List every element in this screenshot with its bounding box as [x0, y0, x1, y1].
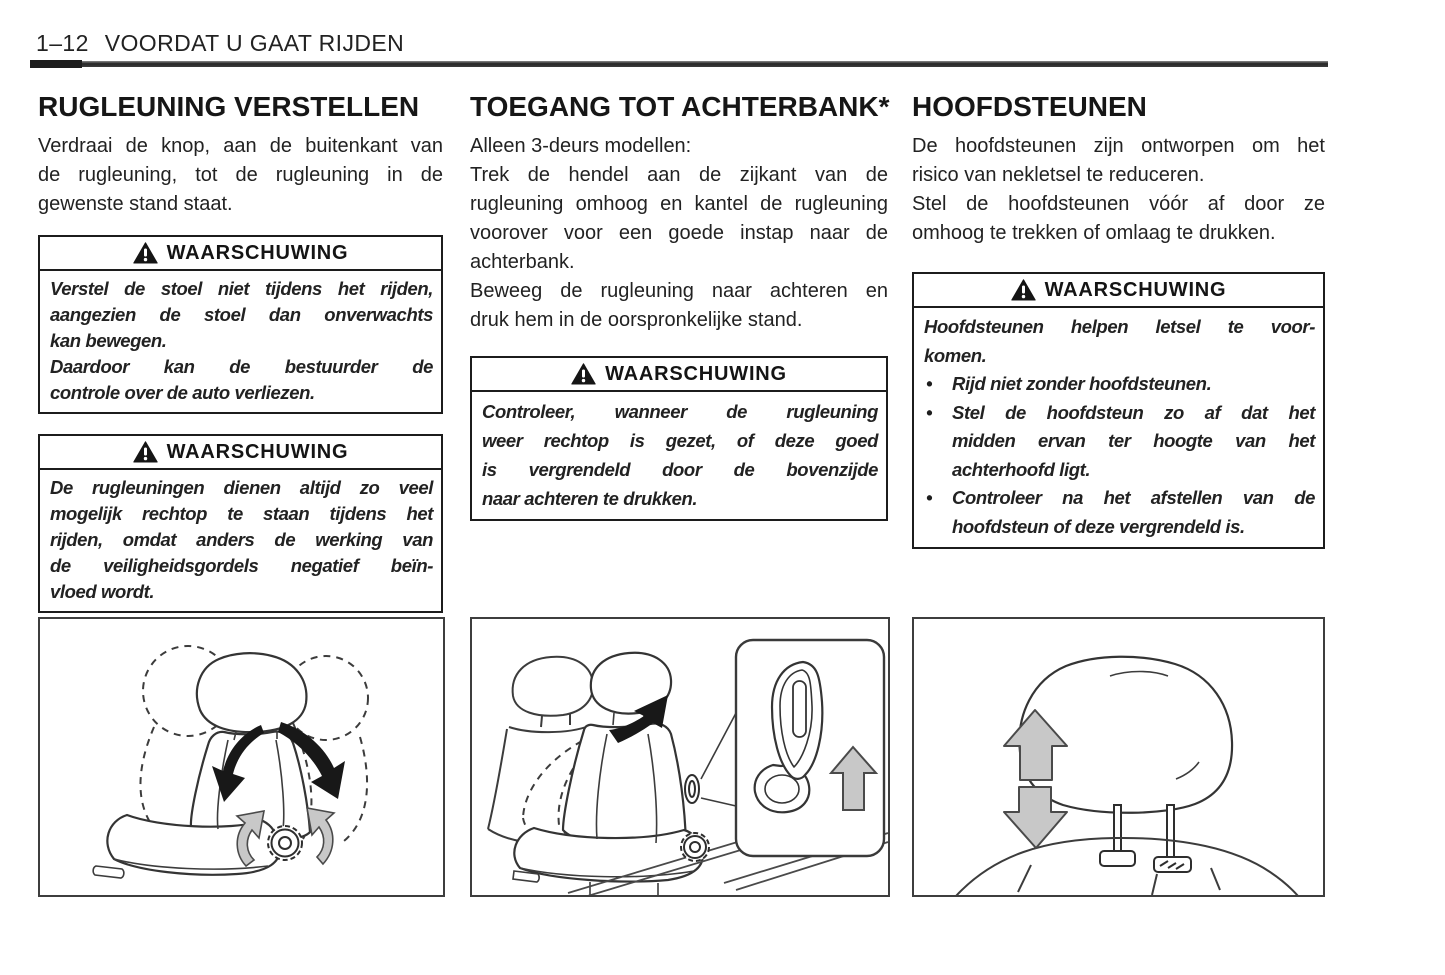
intro-paragraph — [470, 132, 888, 335]
chapter-title: VOORDAT U GAAT RIJDEN — [104, 30, 405, 56]
callout-leader-lines — [701, 713, 736, 806]
paragraph-line: De hoofdsteunen zijn ontworpen om het — [912, 135, 1325, 157]
warning-label: WAARSCHUWING — [166, 241, 349, 264]
warning-line: Hoofdsteunen helpen letsel te voor- — [924, 316, 1315, 337]
page-number: 1–12 — [36, 30, 89, 56]
warning-bullet-item — [924, 484, 1315, 541]
paragraph-line: Verdraai de knop, aan de buitenkant van — [38, 135, 443, 157]
warning-box-backrest-upright — [38, 434, 443, 613]
warning-triangle-icon — [133, 441, 158, 463]
warning-line: vloed wordt. — [50, 581, 155, 602]
warning-line: De rugleuningen dienen altijd zo veel — [50, 477, 433, 498]
section-hoofdsteunen — [912, 90, 1325, 549]
paragraph-line: gewenste stand staat. — [38, 193, 233, 215]
warning-triangle-icon — [571, 363, 596, 385]
section-rugleuning-verstellen — [38, 90, 443, 613]
paragraph-line: de rugleuning, tot de rugleuning in de — [38, 164, 443, 186]
paragraph-line: Trek de hendel aan de zijkant van de — [470, 164, 888, 186]
warning-bullet-item — [924, 370, 1315, 399]
intro-paragraph — [912, 132, 1325, 248]
warning-text — [914, 308, 1323, 547]
rear-seat-access-figure — [470, 617, 890, 897]
section-title: TOEGANG TOT ACHTERBANK* — [470, 91, 890, 122]
recline-knob — [268, 826, 302, 860]
warning-line: is vergrendeld door de bovenzijde — [482, 459, 878, 480]
warning-line: Verstel de stoel niet tijdens het rijden, — [50, 278, 433, 299]
warning-box-title — [472, 358, 886, 392]
warning-line: mogelijk rechtop te staan tijdens het — [50, 503, 433, 524]
warning-line: weer rechtop is gezet, of deze goed — [482, 430, 878, 451]
headrest-adjust-figure — [912, 617, 1325, 897]
header-rule — [30, 61, 1328, 67]
warning-line: Stel de hoofdsteun zo af dat het — [952, 401, 1315, 423]
paragraph-line: druk hem in de oorspronkelijke stand. — [470, 309, 803, 331]
paragraph-line: rugleuning omhoog en kantel de rugleuning — [470, 193, 888, 215]
warning-text — [40, 271, 441, 412]
warning-line: rijden, omdat anders de werking van — [50, 529, 433, 550]
paragraph-line: Stel de hoofdsteunen vóór af door ze — [912, 193, 1325, 215]
bullet-marker: • — [926, 487, 933, 508]
bullet-marker: • — [926, 401, 933, 423]
warning-line: midden ervan ter hoogte van het — [952, 430, 1315, 451]
warning-line: controle over de auto verliezen. — [50, 382, 315, 403]
release-lever-slot — [685, 775, 699, 803]
warning-line: hoofdsteun of deze vergrendeld is. — [952, 515, 1245, 537]
warning-line: Controleer na het afstellen van de — [952, 487, 1315, 508]
paragraph-line: voorover voor een goede instap naar de — [470, 222, 888, 244]
page-header — [36, 30, 404, 57]
warning-label: WAARSCHUWING — [166, 440, 349, 463]
paragraph-line: risico van nekletsel te reduceren. — [912, 164, 1205, 186]
section-title: RUGLEUNING VERSTELLEN — [38, 91, 420, 122]
paragraph-line: Beweeg de rugleuning naar achteren en — [470, 280, 888, 302]
section-title: HOOFDSTEUNEN — [912, 91, 1147, 122]
recline-knob — [681, 833, 709, 861]
warning-line: kan bewegen. — [50, 330, 167, 351]
warning-box-title — [40, 436, 441, 470]
warning-label: WAARSCHUWING — [605, 362, 787, 385]
warning-line: naar achteren te drukken. — [482, 488, 698, 509]
warning-box-title — [914, 274, 1323, 308]
warning-line: Daardoor kan de bestuurder de — [50, 356, 433, 377]
warning-box-backrest-lock — [470, 356, 888, 521]
warning-line: aangezien de stoel dan onverwachts — [50, 304, 433, 325]
warning-line: Controleer, wanneer de rugleuning — [482, 401, 878, 422]
warning-box-seat-adjust — [38, 235, 443, 414]
section-toegang-achterbank — [470, 90, 888, 521]
warning-box-headrests — [912, 272, 1325, 549]
paragraph-line: Alleen 3-deurs modellen: — [470, 135, 692, 157]
warning-line: achterhoofd ligt. — [952, 458, 1091, 480]
warning-bullet-item — [924, 399, 1315, 485]
warning-line: komen. — [924, 344, 987, 366]
header-rule-cap — [30, 60, 82, 68]
headrest-illustration — [914, 619, 1323, 895]
warning-line: Rijd niet zonder hoofdsteunen. — [952, 373, 1212, 394]
warning-label: WAARSCHUWING — [1044, 278, 1227, 301]
warning-text — [472, 392, 886, 519]
warning-text — [40, 470, 441, 611]
bullet-marker: • — [926, 373, 933, 394]
warning-triangle-icon — [133, 242, 158, 264]
paragraph-line: achterbank. — [470, 251, 575, 273]
warning-box-title — [40, 237, 441, 271]
rear-access-illustration — [472, 619, 888, 895]
warning-line: de veiligheidsgordels negatief beïn- — [50, 555, 433, 576]
backrest-recline-figure — [38, 617, 445, 897]
intro-paragraph — [38, 132, 443, 219]
warning-triangle-icon — [1011, 279, 1036, 301]
paragraph-line: omhoog te trekken of omlaag te drukken. — [912, 222, 1276, 244]
seat-recline-illustration — [40, 619, 443, 895]
